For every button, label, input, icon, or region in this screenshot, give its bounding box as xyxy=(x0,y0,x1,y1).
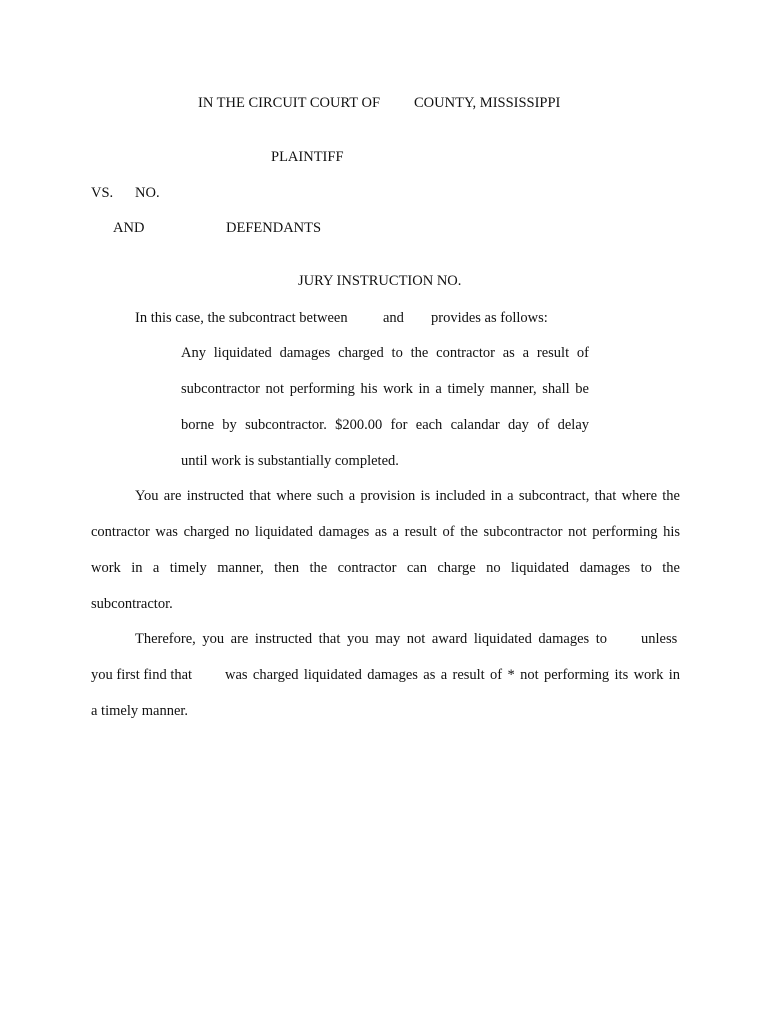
quote-line: until work is substantially completed. xyxy=(181,453,399,469)
plaintiff-label: PLAINTIFF xyxy=(271,149,344,165)
quote-line: subcontractor not performing his work in a timely manner, shall be xyxy=(181,381,589,397)
county-state: COUNTY, MISSISSIPPI xyxy=(414,95,561,111)
quote-line: Any liquidated damages charged to the contractor as a result of xyxy=(181,345,589,361)
paragraph-1-line: contractor was charged no liquidated damages as a result of the subcontractor not performing his xyxy=(91,524,680,540)
intro-text-3: provides as follows: xyxy=(431,310,548,326)
paragraph-2-text: a timely manner. xyxy=(91,703,189,719)
paragraph-2-text: you first find that xyxy=(91,667,193,683)
intro-text-1: In this case, the subcontract between xyxy=(135,310,348,326)
paragraph-2-text: Therefore, you are instructed that you may not award liquidated damages to xyxy=(135,631,607,647)
court-name-prefix: IN THE CIRCUIT COURT OF xyxy=(198,95,381,111)
paragraph-2-unless: unless xyxy=(641,631,678,647)
paragraph-1-line: subcontractor. xyxy=(91,596,173,612)
intro-text-2: and xyxy=(383,310,404,326)
and-label: AND xyxy=(113,220,145,236)
paragraph-2-text: was charged liquidated damages as a result of * not performing its work in xyxy=(225,667,680,683)
instruction-title: JURY INSTRUCTION NO. xyxy=(298,273,462,289)
defendants-label: DEFENDANTS xyxy=(226,220,322,236)
paragraph-1-line: You are instructed that where such a provision is included in a subcontract, that where the xyxy=(135,488,680,504)
case-number-label: NO. xyxy=(135,185,160,201)
quote-line: borne by subcontractor. $200.00 for each calandar day of delay xyxy=(181,417,589,433)
versus-label: VS. xyxy=(91,185,114,201)
paragraph-1-line: work in a timely manner, then the contractor can charge no liquidated damages to the xyxy=(91,560,680,576)
